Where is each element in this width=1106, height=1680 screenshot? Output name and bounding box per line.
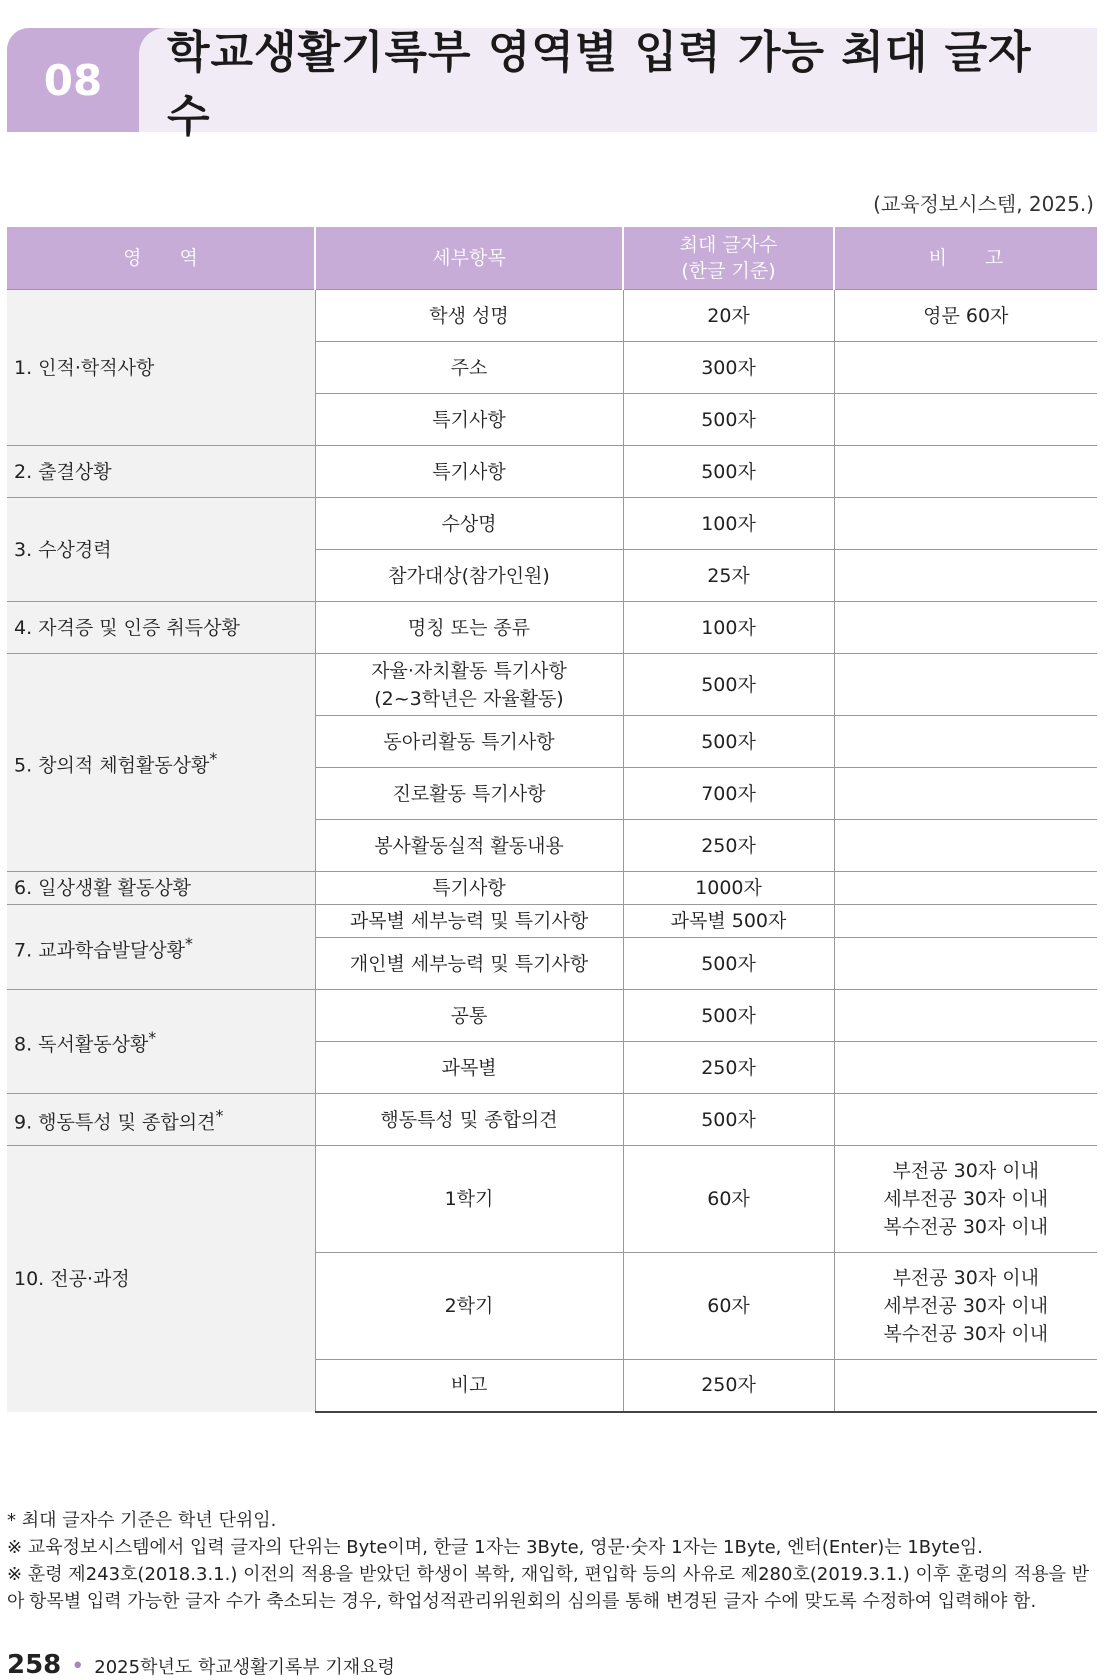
area-cell [7, 990, 315, 1094]
max-cell: 250자 [623, 1042, 834, 1094]
footer-text: 2025학년도 학교생활기록부 기재요령 [94, 1657, 395, 1678]
table-row [7, 446, 1097, 498]
note-cell [834, 820, 1097, 872]
table-row [7, 498, 1097, 550]
item-cell: 동아리활동 특기사항 [315, 716, 623, 768]
max-cell: 500자 [623, 990, 834, 1042]
item-cell: 수상명 [315, 498, 623, 550]
item-cell: 공통 [315, 990, 623, 1042]
note-cell [834, 1360, 1097, 1412]
max-cell: 500자 [623, 716, 834, 768]
item-cell: 학생 성명 [315, 290, 623, 342]
table-row [7, 990, 1097, 1042]
item-cell: 명칭 또는 종류 [315, 602, 623, 654]
note-cell [834, 654, 1097, 716]
note-cell [834, 498, 1097, 550]
note-cell [834, 342, 1097, 394]
max-cell: 700자 [623, 768, 834, 820]
area-cell: 3. 수상경력 [7, 498, 315, 602]
max-cell: 60자 [623, 1146, 834, 1253]
page-number: 258 [7, 1650, 62, 1680]
note-cell [834, 1042, 1097, 1094]
section-title: 학교생활기록부 영역별 입력 가능 최대 글자수 [167, 27, 1032, 142]
item-cell: 진로활동 특기사항 [315, 768, 623, 820]
area-label: 7. 교과학습발달상황 [14, 939, 185, 962]
max-cell: 60자 [623, 1253, 834, 1360]
section-number: 08 [7, 28, 139, 132]
table-header-row [7, 227, 1097, 290]
header-note: 비 고 [834, 227, 1097, 290]
max-cell: 500자 [623, 938, 834, 990]
item-cell: 봉사활동실적 활동내용 [315, 820, 623, 872]
item-cell: 1학기 [315, 1146, 623, 1253]
note-cell [834, 550, 1097, 602]
area-cell: 10. 전공·과정 [7, 1146, 315, 1412]
table-row [7, 1094, 1097, 1146]
note-cell [834, 446, 1097, 498]
item-cell: 특기사항 [315, 446, 623, 498]
header-item: 세부항목 [315, 227, 623, 290]
max-cell: 100자 [623, 602, 834, 654]
item-cell: 비고 [315, 1360, 623, 1412]
footnote-regulation: ※ 훈령 제243호(2018.3.1.) 이전의 적용을 받았던 학생이 복학, 재입학, 편입학 등의 사유로 제280호(2019.3.1.) 이후 훈령의 적용을 받아 [7, 1564, 1090, 1612]
max-cell: 과목별 500자 [623, 905, 834, 938]
area-cell: 1. 인적·학적사항 [7, 290, 315, 446]
asterisk-mark: * [209, 749, 218, 769]
table-row [7, 1146, 1097, 1253]
note-cell [834, 716, 1097, 768]
max-cell: 500자 [623, 394, 834, 446]
max-cell: 500자 [623, 654, 834, 716]
max-cell: 1000자 [623, 872, 834, 905]
note-cell [834, 990, 1097, 1042]
max-cell: 100자 [623, 498, 834, 550]
table-row [7, 872, 1097, 905]
header-max: 최대 글자수 (한글 기준) [623, 227, 834, 290]
max-cell: 500자 [623, 1094, 834, 1146]
max-cell: 25자 [623, 550, 834, 602]
item-cell: 자율·자치활동 특기사항 (2~3학년은 자율활동) [315, 654, 623, 716]
item-cell: 과목별 [315, 1042, 623, 1094]
source-note: (교육정보시스템, 2025.) [873, 192, 1094, 216]
item-cell: 과목별 세부능력 및 특기사항 [315, 905, 623, 938]
footnote-regulation-cont: 항목별 입력 가능한 글자 수가 축소되는 경우, 학업성적관리위원회의 심의를 통해 변경된 글자 수에 맞도록 수정하여 입력해야 함. [29, 1591, 1037, 1612]
page-footer [7, 1650, 395, 1680]
max-cell: 20자 [623, 290, 834, 342]
max-cell: 250자 [623, 1360, 834, 1412]
item-cell: 참가대상(참가인원) [315, 550, 623, 602]
max-cell: 500자 [623, 446, 834, 498]
note-cell: 부전공 30자 이내 세부전공 30자 이내 복수전공 30자 이내 [834, 1146, 1097, 1253]
area-label: 5. 창의적 체험활동상황 [14, 754, 210, 777]
max-cell: 300자 [623, 342, 834, 394]
note-cell [834, 905, 1097, 938]
asterisk-mark: * [148, 1028, 157, 1048]
table-row [7, 905, 1097, 938]
area-cell: 6. 일상생활 활동상황 [7, 872, 315, 905]
char-limit-table [7, 227, 1097, 1413]
header-area: 영 역 [7, 227, 315, 290]
header-notch [139, 28, 165, 132]
table-row [7, 290, 1097, 342]
note-cell [834, 602, 1097, 654]
note-cell [834, 394, 1097, 446]
section-header [7, 27, 1097, 142]
item-cell: 주소 [315, 342, 623, 394]
item-cell: 특기사항 [315, 872, 623, 905]
note-cell: 부전공 30자 이내 세부전공 30자 이내 복수전공 30자 이내 [834, 1253, 1097, 1360]
asterisk-mark: * [185, 933, 193, 953]
area-label: 8. 독서활동상황 [14, 1033, 149, 1056]
note-cell [834, 1094, 1097, 1146]
note-cell: 영문 60자 [834, 290, 1097, 342]
note-cell [834, 938, 1097, 990]
footnote-asterisk: * 최대 글자수 기준은 학년 단위임. [7, 1510, 277, 1531]
area-label: 9. 행동특성 및 종합의견 [14, 1111, 216, 1134]
item-cell: 개인별 세부능력 및 특기사항 [315, 938, 623, 990]
item-cell: 특기사항 [315, 394, 623, 446]
area-cell: 4. 자격증 및 인증 취득상황 [7, 602, 315, 654]
area-cell: 2. 출결상황 [7, 446, 315, 498]
area-cell [7, 654, 315, 872]
note-cell [834, 768, 1097, 820]
asterisk-mark: * [215, 1106, 224, 1126]
area-cell [7, 1094, 315, 1146]
footnote-byte-unit: ※ 교육정보시스템에서 입력 글자의 단위는 Byte이며, 한글 1자는 3Byte, 영문·숫자 1자는 1Byte, 엔터(Enter)는 1Byte임. [7, 1537, 984, 1558]
area-cell [7, 905, 315, 990]
note-cell [834, 872, 1097, 905]
table-row [7, 654, 1097, 716]
max-cell: 250자 [623, 820, 834, 872]
bullet-dot-icon: • [71, 1654, 85, 1679]
item-cell: 행동특성 및 종합의견 [315, 1094, 623, 1146]
item-cell: 2학기 [315, 1253, 623, 1360]
table-row [7, 602, 1097, 654]
